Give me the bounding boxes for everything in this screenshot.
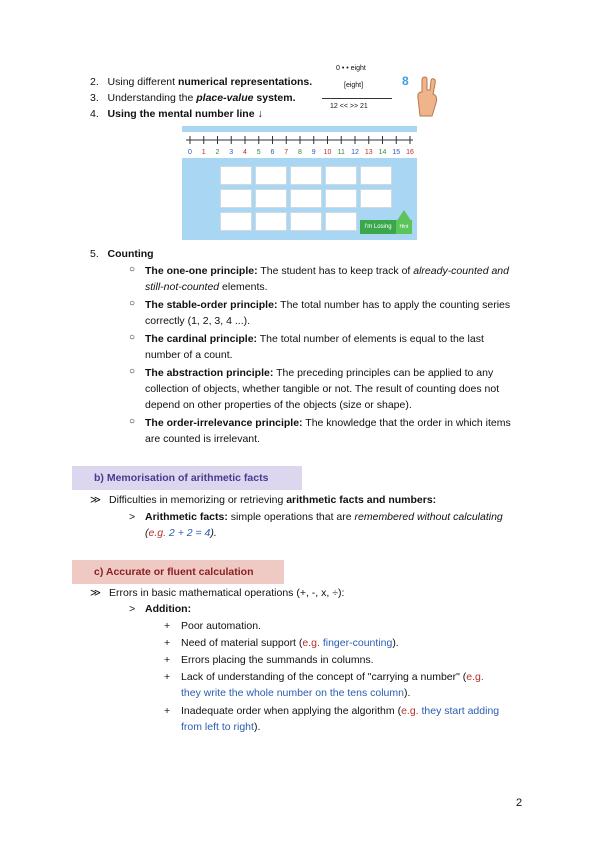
page-number: 2 bbox=[516, 797, 523, 809]
principle-abstraction bbox=[145, 365, 493, 381]
principle-text: The preceding principles can be applied to any bbox=[273, 367, 494, 379]
addition-item: Poor automation. bbox=[181, 620, 261, 632]
eg-text: they write the whole number on the tens column bbox=[181, 687, 404, 699]
eg-text: from left to right bbox=[181, 721, 254, 733]
number-line-label: 7 bbox=[284, 149, 289, 156]
divider bbox=[322, 98, 392, 99]
grid-card bbox=[325, 189, 357, 208]
principle-name: The stable-order principle: bbox=[145, 299, 278, 311]
plus-bullet-icon: + bbox=[164, 705, 171, 717]
hint-badge[interactable]: Hint bbox=[396, 220, 412, 234]
list-item-4 bbox=[90, 106, 263, 122]
line-text: simple operations that are bbox=[227, 511, 355, 523]
principle-abstraction-cont: collection of objects, whether tangible or not. The result of counting does not bbox=[145, 383, 500, 395]
item-number: 3. bbox=[90, 92, 99, 104]
chevron-right-icon: > bbox=[129, 511, 136, 523]
principle-cardinal bbox=[145, 331, 484, 347]
principle-text: The knowledge that the order in which items bbox=[302, 417, 511, 429]
double-chevron-icon: ≫ bbox=[90, 494, 101, 506]
eg-label: e.g. bbox=[401, 705, 419, 717]
principle-stable-order-cont: correctly (1, 2, 3, 4 ...). bbox=[145, 315, 251, 327]
section-b-line bbox=[109, 492, 436, 508]
circle-bullet-icon: ○ bbox=[129, 416, 136, 427]
circle-bullet-icon: ○ bbox=[129, 298, 136, 309]
number-line-label: 8 bbox=[298, 149, 302, 156]
number-line-label: 2 bbox=[215, 149, 220, 156]
principle-name: The order-irrelevance principle: bbox=[145, 417, 303, 429]
number-line-label: 4 bbox=[243, 149, 247, 156]
number-line-label: 15 bbox=[392, 149, 401, 156]
grid-card bbox=[220, 166, 252, 185]
principle-name: The abstraction principle: bbox=[145, 367, 274, 379]
hand-number: 8 bbox=[402, 74, 409, 88]
principle-text: The total number has to apply the counting series bbox=[277, 299, 511, 311]
list-item-2 bbox=[90, 74, 312, 90]
principle-abstraction-cont: depend on other properties of the objects (size or shape). bbox=[145, 399, 412, 411]
addition-heading: Addition: bbox=[145, 603, 192, 615]
arithmetic-facts-example bbox=[145, 525, 217, 541]
line-text: Difficulties in memorizing or retrieving bbox=[109, 494, 287, 506]
principle-italic: already-counted and bbox=[413, 265, 509, 277]
plus-bullet-icon: + bbox=[164, 620, 171, 632]
paren: ). bbox=[210, 527, 217, 539]
circle-bullet-icon: ○ bbox=[129, 264, 136, 275]
plus-bullet-icon: + bbox=[164, 654, 171, 666]
principle-order-irrelevance bbox=[145, 415, 511, 431]
addition-item bbox=[181, 635, 399, 651]
addition-item-cont bbox=[181, 685, 410, 701]
eg-label: e.g. bbox=[148, 527, 167, 539]
section-b-heading: b) Memorisation of arithmetic facts bbox=[72, 466, 302, 490]
item-italic: place-value bbox=[196, 92, 254, 104]
word-label: [eight] bbox=[344, 82, 364, 89]
number-line-label: 6 bbox=[270, 149, 275, 156]
grid-card bbox=[290, 212, 322, 231]
arrow-down-icon: ↓ bbox=[257, 108, 263, 120]
line-italic: remembered without calculating bbox=[354, 511, 503, 523]
grid-card bbox=[255, 189, 287, 208]
losing-button[interactable]: I'm Losing bbox=[360, 220, 396, 234]
number-line-label: 0 bbox=[188, 149, 192, 156]
item-text-post: system. bbox=[253, 92, 296, 104]
number-line-label: 5 bbox=[256, 149, 261, 156]
arithmetic-facts-line bbox=[145, 509, 503, 525]
principle-text: The total number of elements is equal to the last bbox=[257, 333, 484, 345]
item-text: Using different bbox=[107, 76, 178, 88]
plus-bullet-icon: + bbox=[164, 671, 171, 683]
compare-label: 12 << >> 21 bbox=[330, 103, 368, 110]
eg-text: finger-counting bbox=[319, 637, 393, 649]
eg-label: e.g. bbox=[302, 637, 320, 649]
circle-bullet-icon: ○ bbox=[129, 332, 136, 343]
number-line-label: 13 bbox=[364, 149, 373, 156]
addition-item bbox=[181, 669, 484, 685]
principle-name: The one-one principle: bbox=[145, 265, 258, 277]
circle-bullet-icon: ○ bbox=[129, 366, 136, 377]
number-line bbox=[182, 132, 417, 158]
principle-name: The cardinal principle: bbox=[145, 333, 258, 345]
counting-heading bbox=[90, 246, 154, 262]
principle-one-one-cont bbox=[145, 279, 268, 295]
line-bold: Arithmetic facts: bbox=[145, 511, 228, 523]
item-number: 2. bbox=[90, 76, 99, 88]
triangle-icon bbox=[396, 210, 412, 222]
item-bold: numerical representations. bbox=[177, 76, 313, 88]
line-bold: arithmetic facts and numbers: bbox=[286, 494, 437, 506]
number-line-label: 12 bbox=[351, 149, 359, 156]
plus-bullet-icon: + bbox=[164, 637, 171, 649]
item-text: ). bbox=[403, 687, 411, 699]
number-line-label: 11 bbox=[337, 149, 345, 156]
item-text: ). bbox=[253, 721, 261, 733]
representation-illustration bbox=[322, 62, 440, 120]
hand-icon bbox=[414, 76, 440, 118]
item-text: Lack of understanding of the concept of "carrying a number" ( bbox=[181, 671, 467, 683]
item-number: 4. bbox=[90, 108, 99, 120]
eg-text: they start adding bbox=[418, 705, 500, 717]
number-line-illustration bbox=[182, 126, 417, 240]
section-c-heading: c) Accurate or fluent calculation bbox=[72, 560, 284, 584]
double-chevron-icon: ≫ bbox=[90, 587, 101, 599]
item-text: Need of material support ( bbox=[181, 637, 303, 649]
grid-card bbox=[325, 166, 357, 185]
paren: ( bbox=[145, 527, 149, 539]
addition-item bbox=[181, 703, 499, 719]
item-text: ). bbox=[392, 637, 399, 649]
grid-card bbox=[255, 212, 287, 231]
principle-italic: still-not-counted bbox=[145, 281, 220, 293]
principle-stable-order bbox=[145, 297, 510, 313]
list-item-3 bbox=[90, 90, 296, 106]
eg-label: e.g. bbox=[466, 671, 484, 683]
dots-word-label: 0 • • eight bbox=[336, 65, 366, 72]
principle-cardinal-cont: number of a count. bbox=[145, 349, 233, 361]
number-line-label: 3 bbox=[229, 149, 234, 156]
grid-card bbox=[325, 212, 357, 231]
addition-item-cont bbox=[181, 719, 260, 735]
grid-card bbox=[360, 189, 392, 208]
counting-title: Counting bbox=[107, 248, 154, 260]
principle-text: elements. bbox=[219, 281, 268, 293]
principle-order-irrelevance-cont: are counted is irrelevant. bbox=[145, 433, 260, 445]
grid-card bbox=[290, 166, 322, 185]
grid-card bbox=[255, 166, 287, 185]
grid-card bbox=[220, 189, 252, 208]
item-text: Understanding the bbox=[107, 92, 197, 104]
item-bold: Using the mental number line bbox=[107, 108, 255, 120]
grid-card bbox=[220, 212, 252, 231]
eg-expression: 2 + 2 = 4 bbox=[166, 527, 211, 539]
number-line-label: 10 bbox=[323, 149, 332, 156]
grid-card bbox=[290, 189, 322, 208]
grid-card bbox=[360, 166, 392, 185]
number-line-label: 14 bbox=[378, 149, 387, 156]
item-number: 5. bbox=[90, 248, 99, 260]
chevron-right-icon: > bbox=[129, 603, 136, 615]
item-text: Inadequate order when applying the algorithm ( bbox=[181, 705, 402, 717]
number-line-label: 1 bbox=[201, 149, 206, 156]
section-c-line: Errors in basic mathematical operations (+, -, x, ÷): bbox=[109, 587, 345, 599]
number-line-label: 9 bbox=[311, 149, 316, 156]
principle-text: The student has to keep track of bbox=[257, 265, 414, 277]
principle-one-one bbox=[145, 263, 509, 279]
number-line-label: 16 bbox=[406, 149, 414, 156]
addition-item: Errors placing the summands in columns. bbox=[181, 654, 374, 666]
